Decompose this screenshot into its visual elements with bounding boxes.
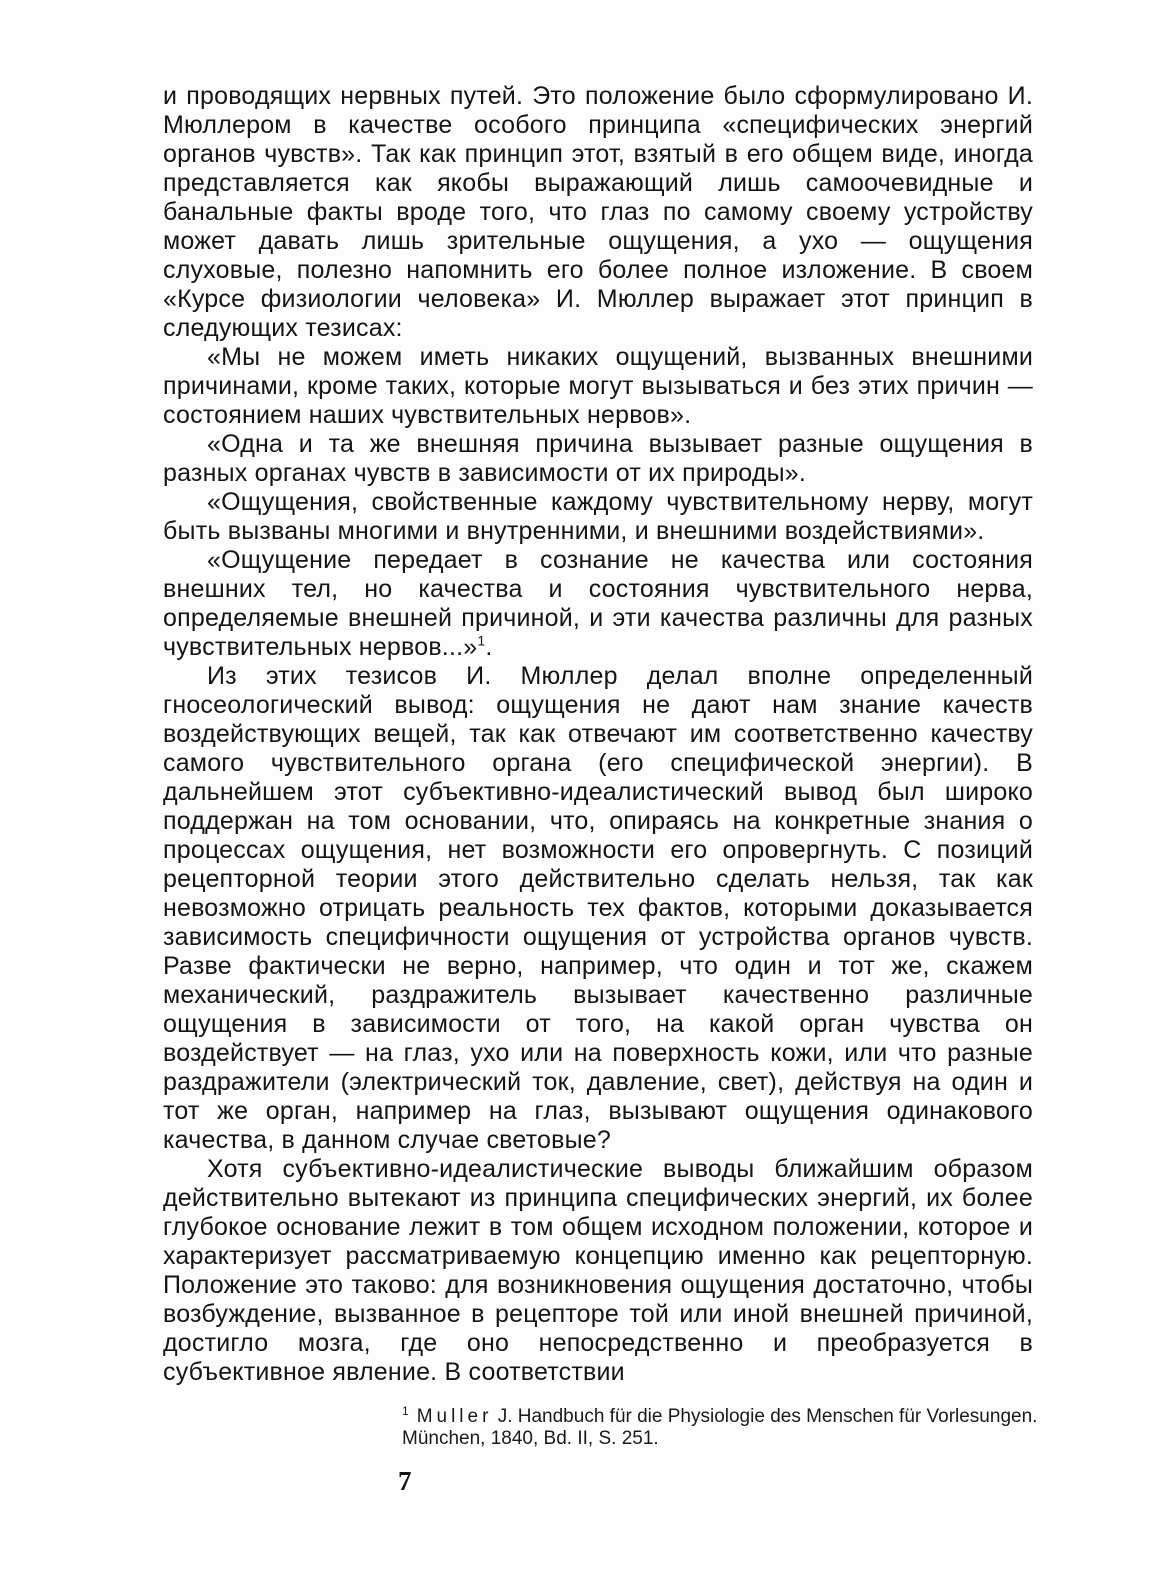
paragraph-3: «Одна и та же внешняя причина вызывает разные ощущения в разных органах чувств в зависимости от их природы». bbox=[163, 430, 1033, 487]
paragraph-1: и проводящих нервных путей. Это положение было сформулировано И. Мюллером в качестве особого принципа «специфических энергий органов чувств». Так как принцип этот, взятый в его общем виде, иногда представляется как якобы выражающий лишь самоочевидные и банальные факты вроде того, что глаз по самому своему устройству может давать лишь зрительные ощущения, а ухо — ощущения слуховые, полезно напомнить его более полное изложение. В своем «Курсе физиологии человека» И. Мюллер выражает этот принцип в следующих тезисах: bbox=[163, 82, 1033, 342]
paragraph-4: «Ощущения, свойственные каждому чувствительному нерву, могут быть вызваны многими и внутренними, и внешними воздействиями». bbox=[163, 488, 1033, 545]
paragraph-5-text: «Ощущение передает в сознание не качества или состояния внешних тел, но качества и состояния чувствительного нерва, определяемые внешней причиной, и эти качества различны для разных чувствительных нервов...» bbox=[163, 546, 1033, 661]
footnote-text: J. Handbuch für die Physiologie des Menschen für Vorlesungen. München, 1840, Bd. II, S. 251. bbox=[402, 1406, 1038, 1449]
paragraph-2: «Мы не можем иметь никаких ощущений, вызванных внешними причинами, кроме таких, которые могут вызываться и без этих причин — состоянием наших чувствительных нервов». bbox=[163, 343, 1033, 429]
main-text bbox=[163, 82, 1033, 1387]
paragraph-5: «Ощущение передает в сознание не качества или состояния внешних тел, но качества и состояния чувствительного нерва, определяемые внешней причиной, и эти качества различны для разных чувствительных нервов...»$^1$. bbox=[163, 546, 1033, 661]
footnote-author: Muller bbox=[416, 1406, 493, 1427]
footnote-reference: 1 bbox=[477, 632, 486, 649]
footnote bbox=[402, 1403, 1042, 1450]
footnote-mark: 1 bbox=[402, 1403, 409, 1418]
paragraph-6: Из этих тезисов И. Мюллер делал вполне определенный гносеологический вывод: ощущения не дают нам знание качеств воздействующих вещей, так как отвечают им соответственно качеству самого чувствительного органа (его специфической энергии). В дальнейшем этот субъективно-идеалистический вывод был широко поддержан на том основании, что, опираясь на конкретные знания о процессах ощущения, нет возможности его опровергнуть. С позиций рецепторной теории этого действительно сделать нельзя, так как невозможно отрицать реальность тех фактов, которыми доказывается зависимость специфичности ощущения от устройства органов чувств. Разве фактически не верно, например, что один и тот же, скажем механический, раздражитель вызывает качественно различные ощущения в зависимости от того, на какой орган чувства он воздействует — на глаз, ухо или на поверхность кожи, или что разные раздражители (электрический ток, давление, свет), действуя на один и тот же орган, например на глаз, вызывают ощущения одинакового качества, в данном случае световые? bbox=[163, 662, 1033, 1154]
page-number: 7 bbox=[398, 1466, 412, 1496]
paragraph-7: Хотя субъективно-идеалистические выводы ближайшим образом действительно вытекают из принципа специфических энергий, их более глубокое основание лежит в том общем исходном положении, которое и характеризует рассматриваемую концепцию именно как рецепторную. Положение это таково: для возникновения ощущения достаточно, чтобы возбуждение, вызванное в рецепторе той или иной внешней причиной, достигло мозга, где оно непосредственно и преобразуется в субъективное явление. В соответствии bbox=[163, 1155, 1033, 1386]
